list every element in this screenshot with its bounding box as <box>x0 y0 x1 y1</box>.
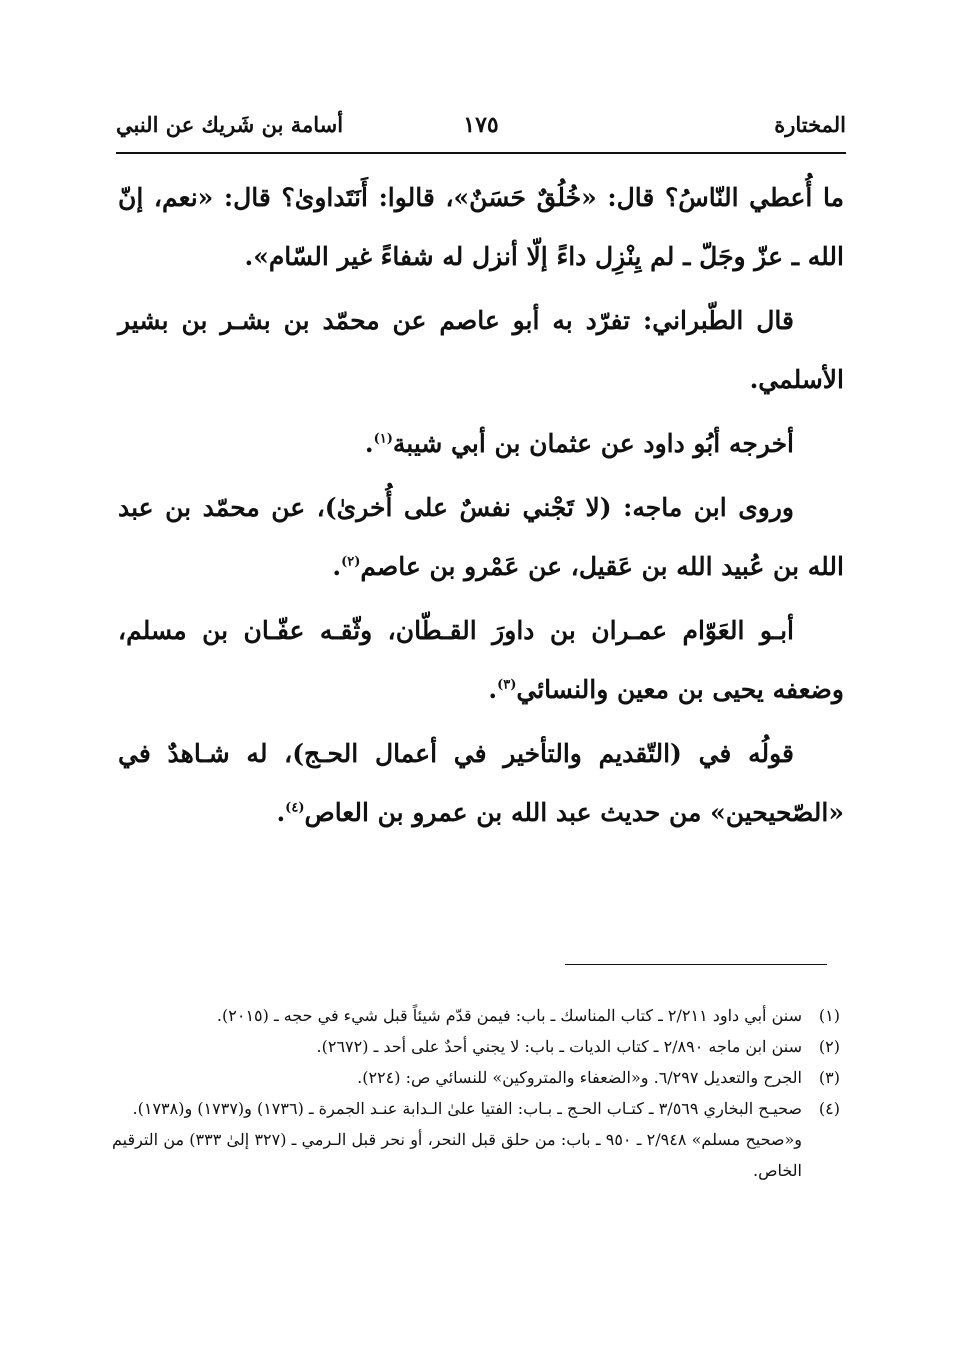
footnote-ref-1[interactable]: (١) <box>373 431 393 447</box>
footnote-number: (٢) <box>818 1037 840 1056</box>
paragraph-4: وروى ابن ماجه: (لا تَجْني نفسٌ على أُخرىٰ)، عن محمّد بن عبد الله بن عُبيد الله بن عَقيل، عن عَمْرو بن عاصم$^{(٢)}$. <box>118 493 844 581</box>
footnote-2 <box>112 1031 840 1062</box>
paragraph-5: أبـو العَوّام عمـران بن داورَ القـطّان، وثّقـه عفّـان بن مسلم، وضعفه يحيى بن معين والنسائي$^{(٣)}$. <box>118 616 844 704</box>
paragraph-1: ما أُعطي النّاسُ؟ قال: «خُلُقٌ حَسَنٌ»، قالوا: أَنَتَداوىٰ؟ قال: «نعم، إنّ الله ـ عزّ وجَلّ ـ لم يِنْزِل داءً إلّا أنزل له شفاءً غير السّام». <box>118 183 844 271</box>
header-chapter-title: أسامة بن شَريك عن النبي <box>116 112 344 137</box>
footnotes <box>112 1000 840 1186</box>
running-header <box>116 108 846 152</box>
footnote-4-continuation <box>112 1124 840 1186</box>
footnote-3 <box>112 1062 840 1093</box>
footnote-text: سنن أبي داود ٢/٢١١ ـ كتاب المناسك ـ باب: فيمن قدّم شيئاً قبل شيء في حجه ـ (٢٠١٥). <box>216 1006 802 1025</box>
footnote-number: (٣) <box>818 1068 840 1087</box>
footnote-ref-3[interactable]: (٣) <box>497 677 517 693</box>
footnote-number: (٤) <box>818 1099 840 1118</box>
footnote-ref-2[interactable]: (٢) <box>341 554 361 570</box>
footnote-divider <box>565 964 827 965</box>
paragraph-3: أخرجه أبُو داود عن عثمان بن أبي شيبة$^{(١)}$. <box>364 429 794 458</box>
header-book-title: المختارة <box>774 112 846 137</box>
footnote-text: سنن ابن ماجه ٢/٨٩٠ ـ كتاب الديات ـ باب: لا يجني أحدٌ على أحد ـ (٢٦٧٢). <box>316 1037 802 1056</box>
paragraph-6: قولُه في (التّقديم والتأخير في أعمال الحـج)، له شـاهدٌ في «الصّحيحين» من حديث عبد الله بن عمرو بن العاص$^{(٤)}$. <box>118 739 844 827</box>
footnote-text: و«صحيح مسلم» ٢/٩٤٨ ـ ٩٥٠ ـ باب: من حلق قبل النحر، أو نحر قبل الـرمي ـ (٣٢٧ إلىٰ ٣٣٣) من الترقيم الخاص. <box>112 1130 803 1180</box>
footnote-ref-4[interactable]: (٤) <box>285 800 305 816</box>
page-number: ١٧٥ <box>463 112 499 138</box>
paragraph-2: قال الطّبراني: تفرّد به أبو عاصم عن محمّد بن بشـر بن بشير الأسلمي. <box>118 306 844 394</box>
footnote-1 <box>112 1000 840 1031</box>
header-divider <box>116 152 846 154</box>
footnote-number: (١) <box>818 1006 840 1025</box>
footnote-text: صحيـح البخاري ٣/٥٦٩ ـ كتـاب الحـج ـ بـاب: الفتيا علىٰ الـدابة عنـد الجمرة ـ (١٧٣٦) و(١٧٣٧) و(١٧٣٨). <box>132 1099 802 1118</box>
main-text <box>118 168 844 847</box>
footnote-text: الجرح والتعديل ٦/٢٩٧. و«الضعفاء والمتروكين» للنسائي ص: (٢٢٤). <box>357 1068 802 1087</box>
footnote-4 <box>112 1093 840 1124</box>
